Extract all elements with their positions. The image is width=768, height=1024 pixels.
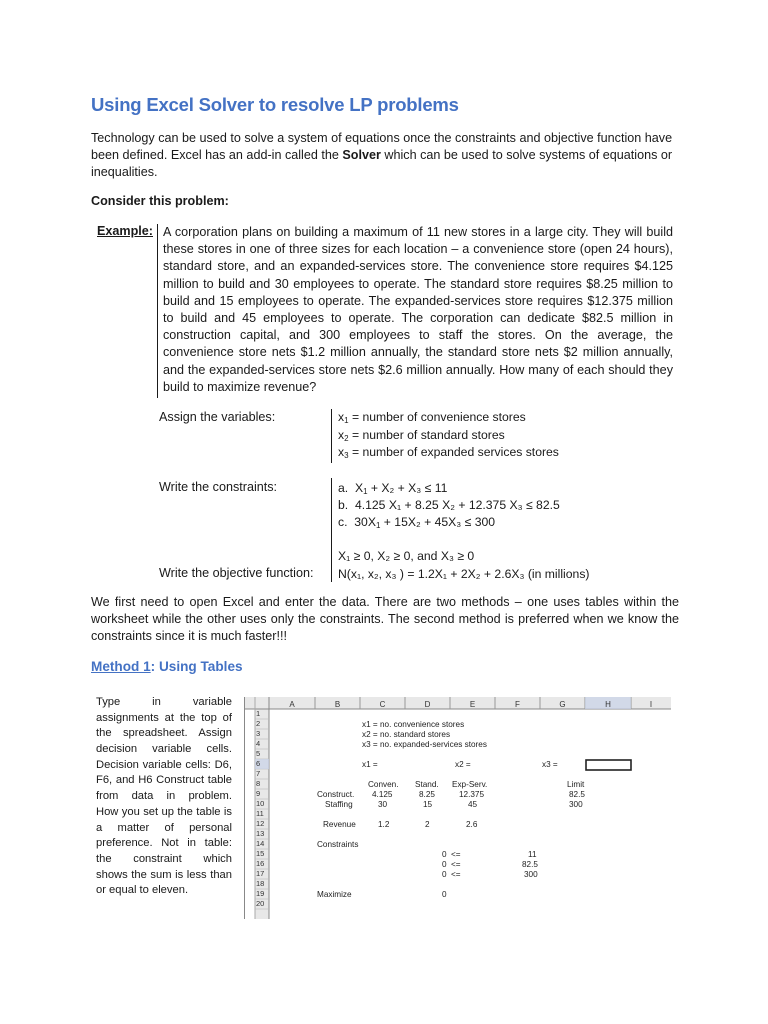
row-number: 1 (256, 709, 261, 718)
example-divider (157, 224, 158, 398)
side-line: or equal to eleven. (96, 884, 189, 897)
row-number: 2 (256, 719, 261, 728)
row-number: 7 (256, 769, 261, 778)
col-header-g: G (559, 700, 566, 709)
row-number: 16 (256, 859, 265, 868)
constraints-divider (331, 478, 332, 582)
col-header-f: F (515, 700, 520, 709)
cell-d17: 0 (442, 870, 447, 879)
side-line: from data in problem. (96, 790, 232, 803)
method-1-link: Method 1 (91, 659, 151, 674)
assign-label: Assign the variables: (159, 410, 276, 424)
intro-text-2: which can be used to solve systems of equations or inequalities. (91, 148, 673, 180)
side-line: F6, and H6 Construct table (96, 774, 232, 787)
cell-e12: 2.6 (466, 820, 478, 829)
intro-text-1: Technology can be used to solve a system of equations once the constraints and objective function have been defined. Excel has an add-in called the (91, 131, 673, 163)
intro-solver-bold: Solver (342, 148, 381, 163)
row-number: 9 (256, 789, 261, 798)
col-header-a: A (289, 700, 295, 709)
constraints-label: Write the constraints: (159, 480, 278, 494)
cell-e10: 45 (468, 800, 478, 809)
cell-d19: 0 (442, 890, 447, 899)
side-line: Type in variable (96, 696, 232, 708)
cell-b14: Constraints (317, 840, 359, 849)
page-title: Using Excel Solver to resolve LP problems (91, 94, 459, 115)
cell-b19: Maximize (317, 890, 352, 899)
cell-c3: x2 = no. standard stores (362, 730, 451, 739)
cell-c6: x1 = (362, 760, 378, 769)
cell-d8: Stand. (415, 780, 439, 789)
row-number: 6 (256, 759, 261, 768)
row-number: 10 (256, 799, 265, 808)
cell-e8: Exp-Serv. (452, 780, 488, 789)
cell-e16: <= (451, 860, 461, 869)
cell-c4: x3 = no. expanded-services stores (362, 740, 487, 749)
methods-paragraph: We first need to open Excel and enter the data. There are two methods – one uses tables within the worksheet while the other uses only the constraints. The second method is preferred when we know the constraints since it is much faster!!! (91, 595, 679, 644)
cell-d12: 2 (425, 820, 430, 829)
assign-divider (331, 409, 332, 463)
side-line: assignments at the top of (96, 711, 232, 724)
constraint-nonneg: X₁ ≥ 0, X₂ ≥ 0, and X₃ ≥ 0 (338, 549, 475, 563)
example-label: Example: (97, 224, 153, 238)
cell-f16: 82.5 (522, 860, 538, 869)
col-header-i: I (649, 700, 653, 709)
cell-b9: Construct. (317, 790, 355, 799)
example-text: A corporation plans on building a maximum of 11 new stores in a large city. They will build these stores in one of three sizes for each location – a convenience store (open 24 hours), standard store, and an expanded-services store. The convenience store requires $4.125 million to build and 30 employees to operate. The standard store requires $8.25 million to build and 15 employees to operate. The expanded-services store requires $12.375 million to build and 45 employees to operate. The corporation can dedicate $82.5 million in construction capital, and 300 employees to staff the stores. On the average, the convenience store nets $1.2 million annually, the standard store nets $2 million annually, and the expanded-services store nets $2.6 million annually. How many of each should they build to maximize revenue? (163, 225, 673, 394)
constraint-a: a. $X_1 + X_2 + X_3 \le 11$ (338, 481, 448, 496)
objective-function: N(x₁, x₂, x₃ ) = 1.2X₁ + 2X₂ + 2.6X₃ (in millions) (338, 567, 590, 581)
constraint-c: c. $30X_1 + 15X_2 + 45X_3 \le 300$ (338, 515, 496, 530)
row-number: 12 (256, 819, 265, 828)
assign-x2: $x_2$ = number of standard stores (338, 428, 505, 443)
row-number: 3 (256, 729, 261, 738)
col-header-b: B (334, 700, 341, 709)
side-line: shows the sum is less than (96, 868, 232, 881)
row-number: 4 (256, 739, 261, 748)
consider-heading: Consider this problem: (91, 194, 229, 208)
cell-e6: x2 = (455, 760, 471, 769)
side-line: the constraint which (96, 852, 232, 865)
cell-c10: 30 (378, 800, 388, 809)
constraint-b: b. 4.125 X₁ + 8.25 X₂ + 12.375 X₃ ≤ 82.5 (338, 498, 560, 512)
objective-label: Write the objective function: (159, 566, 314, 580)
row-number: 17 (256, 869, 265, 878)
cell-f15: 11 (528, 850, 537, 859)
cell-b10: Staffing (325, 800, 353, 809)
side-line: Decision variable cells: D6, (96, 758, 232, 771)
cell-c9: 4.125 (372, 790, 393, 799)
cell-d10: 15 (423, 800, 433, 809)
cell-e15: <= (451, 850, 461, 859)
assign-x1: $x_1$ = number of convenience stores (338, 410, 526, 425)
row-number: 19 (256, 889, 265, 898)
method-1-heading: Method 1: Using Tables (91, 659, 243, 674)
spreadsheet-screenshot (244, 697, 671, 919)
cell-c2: x1 = no. convenience stores (362, 720, 465, 729)
cell-c8: Conven. (368, 780, 399, 789)
side-line: How you set up the table is (96, 805, 232, 818)
selected-cell-h6 (586, 760, 631, 770)
cell-d15: 0 (442, 850, 447, 859)
side-line: the spreadsheet. Assign (96, 727, 232, 740)
side-line: a matter of personal (96, 821, 232, 834)
cell-g8: Limit (567, 780, 585, 789)
assign-x3: $x_3$ = number of expanded services stores (338, 445, 559, 460)
row-number: 20 (256, 899, 265, 908)
side-description (96, 695, 232, 899)
cell-d16: 0 (442, 860, 447, 869)
row-number: 13 (256, 829, 265, 838)
row-number: 11 (256, 809, 264, 818)
cell-d9: 8.25 (419, 790, 435, 799)
col-header-c: C (379, 700, 386, 709)
cell-g10: 300 (569, 800, 583, 809)
intro-paragraph (91, 130, 679, 182)
cell-e17: <= (451, 870, 461, 879)
cell-c12: 1.2 (378, 820, 390, 829)
side-line: preference. Not in table: (96, 837, 232, 850)
spreadsheet-grid (245, 697, 671, 919)
row-number: 15 (256, 849, 265, 858)
row-number: 5 (256, 749, 261, 758)
col-header-d: D (424, 700, 431, 709)
side-line: decision variable cells. (96, 743, 232, 756)
cell-b12: Revenue (323, 820, 356, 829)
cell-g9: 82.5 (569, 790, 585, 799)
cell-g6: x3 = (542, 760, 558, 769)
cell-f17: 300 (524, 870, 538, 879)
cell-e9: 12.375 (459, 790, 485, 799)
row-number: 8 (256, 779, 261, 788)
col-header-h: H (605, 700, 611, 709)
col-header-e: E (469, 700, 476, 709)
row-number: 18 (256, 879, 265, 888)
row-number: 14 (256, 839, 265, 848)
